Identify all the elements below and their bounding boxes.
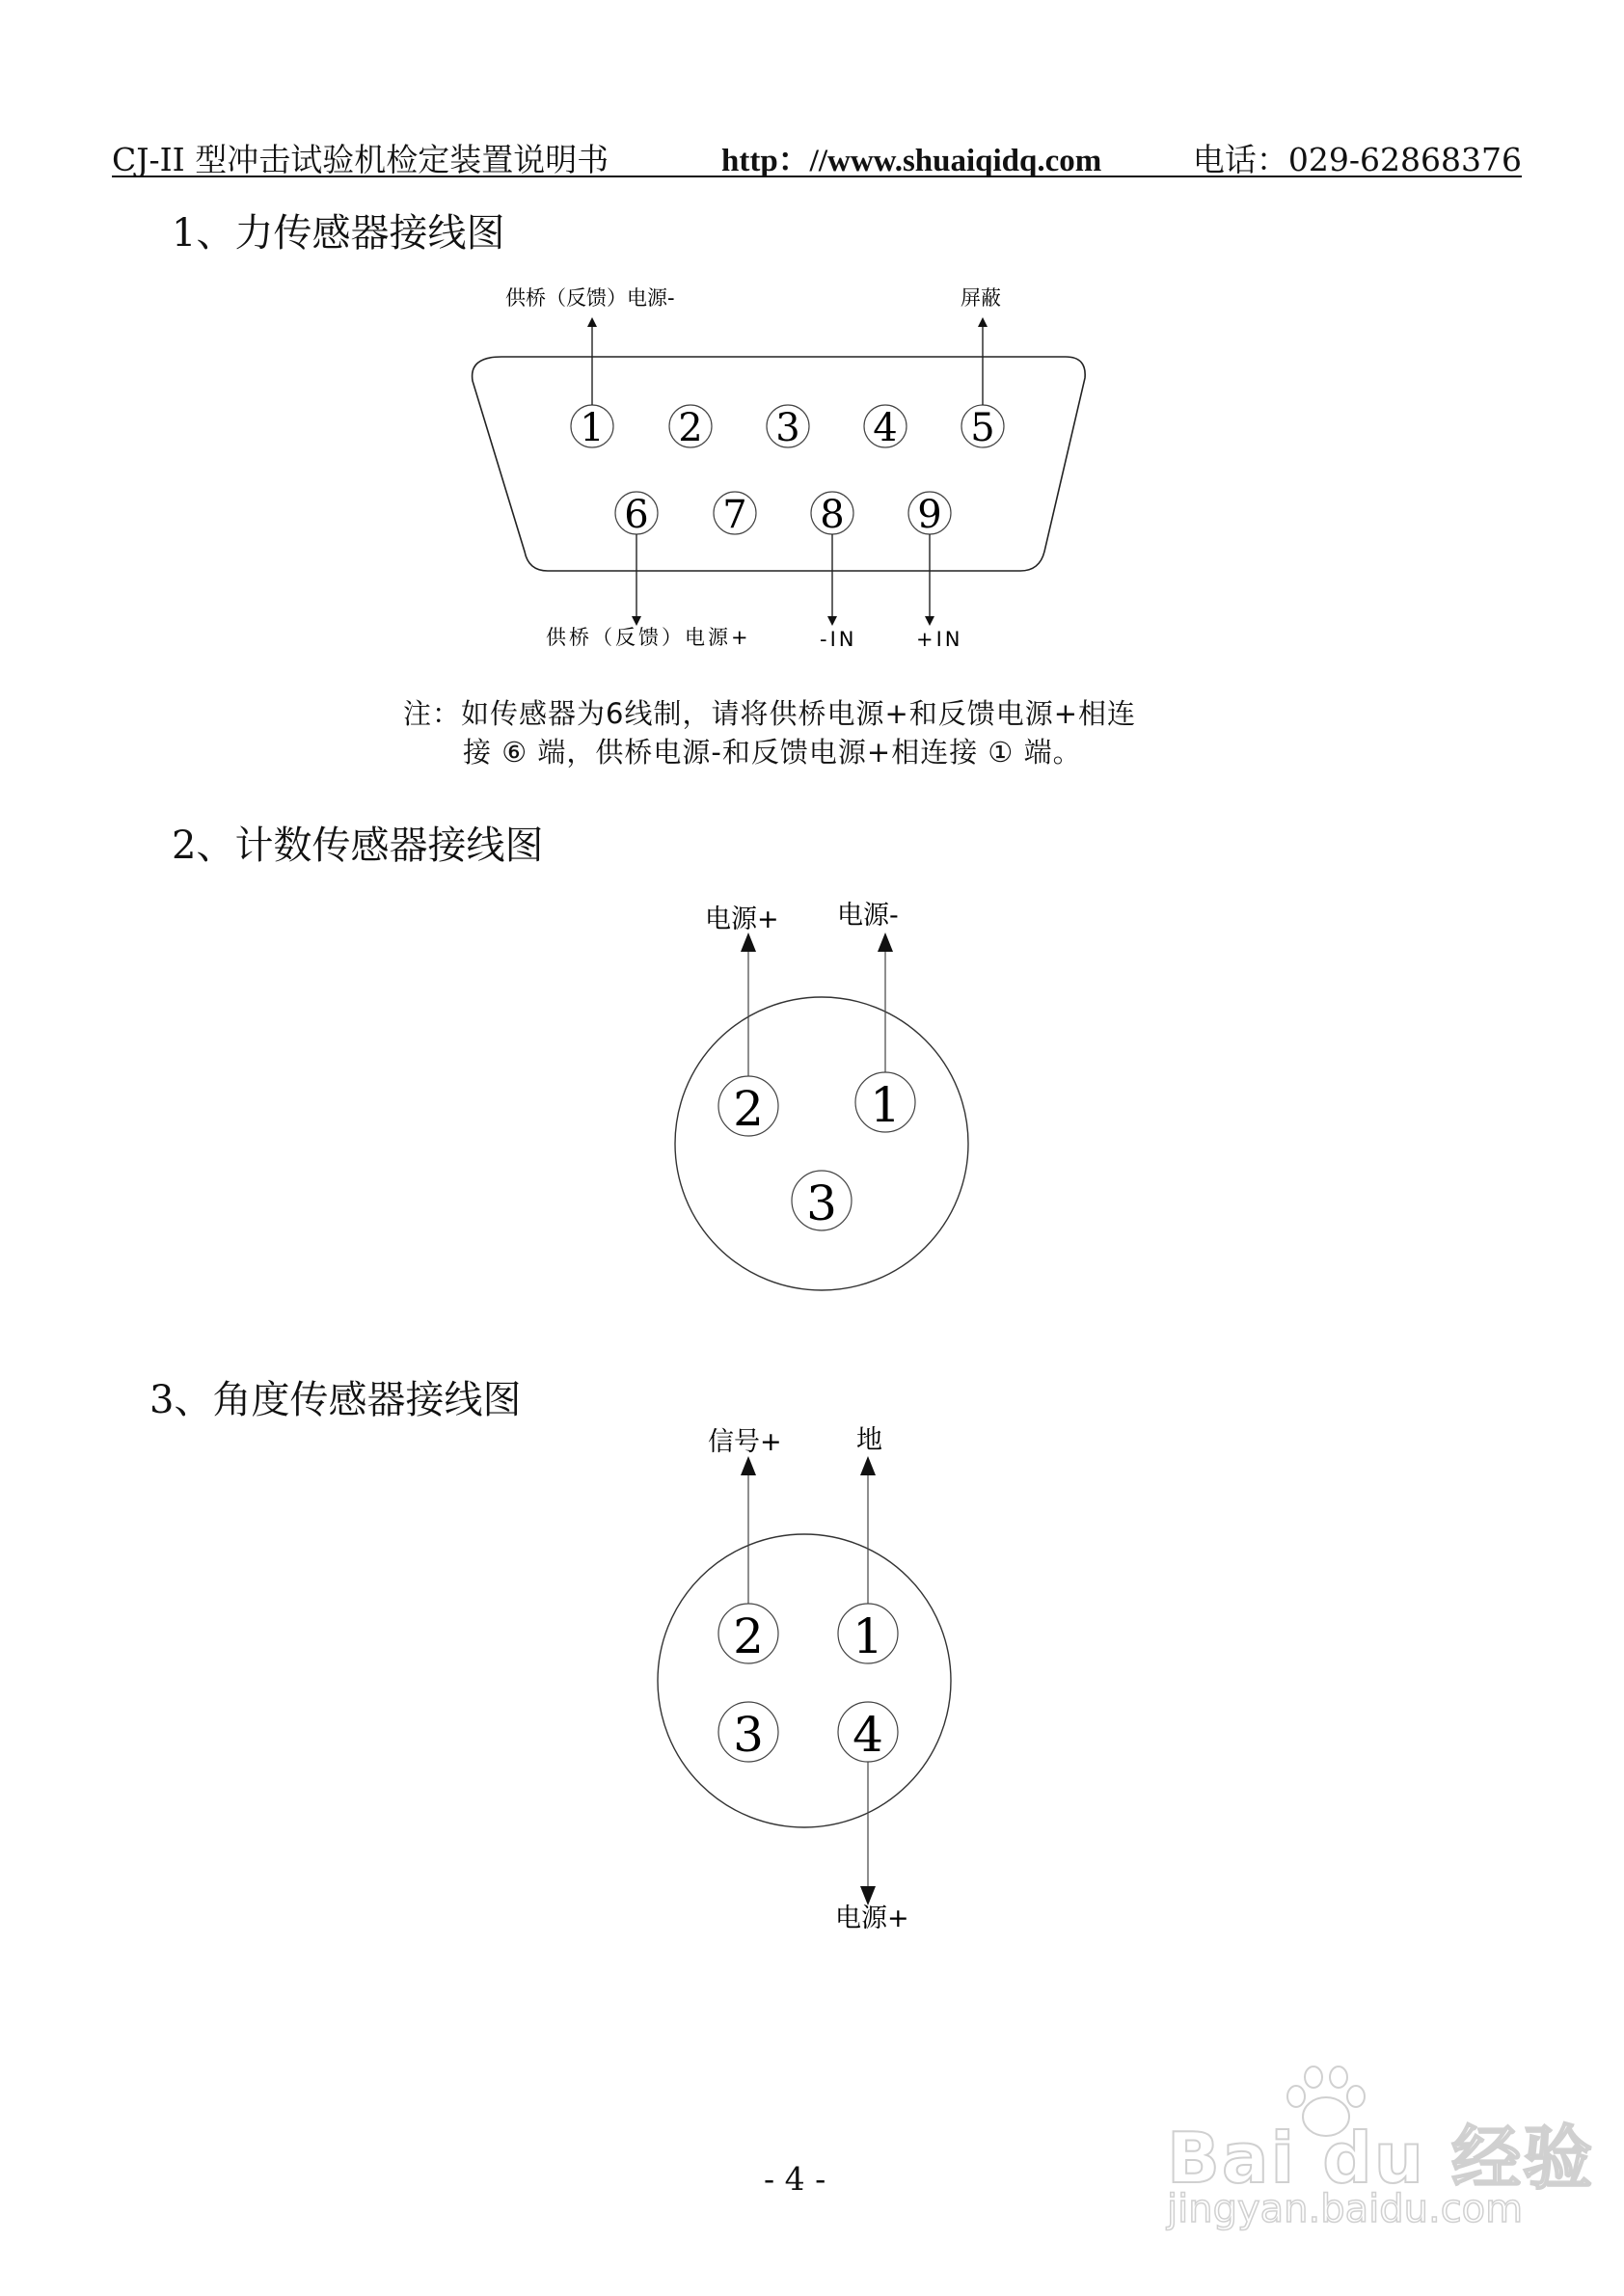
svg-text:1: 1 bbox=[853, 1608, 883, 1664]
watermark-brand: Bai du 经验 bbox=[1167, 2118, 1595, 2199]
label-angle-pin1: 地 bbox=[856, 1425, 882, 1455]
counter-pin-3 bbox=[792, 1171, 852, 1231]
angle-pin-2 bbox=[718, 1604, 778, 1664]
db9-pin-3 bbox=[767, 405, 809, 450]
note-line-1: 注：如传感器为6线制，请将供桥电源+和反馈电源+相连 bbox=[403, 697, 1137, 730]
angle-pin-4 bbox=[838, 1702, 898, 1763]
db9-pin-6 bbox=[615, 492, 658, 537]
angle-pin-3 bbox=[718, 1702, 778, 1763]
db9-pin-2 bbox=[669, 405, 712, 450]
svg-text:2: 2 bbox=[733, 1081, 764, 1137]
svg-text:8: 8 bbox=[820, 493, 845, 537]
label-pin6: 供桥（反馈）电源+ bbox=[546, 626, 751, 649]
header-phone: 电话：029-62868376 bbox=[1192, 141, 1522, 178]
svg-text:3: 3 bbox=[806, 1175, 837, 1231]
svg-text:6: 6 bbox=[624, 493, 649, 537]
section2-title: 2、计数传感器接线图 bbox=[172, 824, 544, 868]
counter-connector bbox=[675, 901, 968, 1290]
counter-pin-1 bbox=[855, 1072, 915, 1133]
label-counter-pin2: 电源+ bbox=[705, 905, 779, 934]
section3-title: 3、角度传感器接线图 bbox=[149, 1378, 522, 1422]
wiring-note bbox=[403, 694, 1271, 771]
svg-text:2: 2 bbox=[733, 1608, 764, 1664]
svg-text:3: 3 bbox=[775, 406, 800, 450]
svg-text:3: 3 bbox=[733, 1707, 764, 1763]
label-pin1: 供桥（反馈）电源- bbox=[505, 286, 675, 310]
svg-text:1: 1 bbox=[580, 406, 605, 450]
label-angle-pin4: 电源+ bbox=[835, 1904, 909, 1933]
angle-connector bbox=[658, 1425, 951, 1933]
db9-connector bbox=[473, 286, 1086, 651]
db9-pin-1 bbox=[571, 405, 613, 450]
svg-text:5: 5 bbox=[970, 406, 995, 450]
baidu-watermark bbox=[1138, 2064, 1595, 2256]
db9-pin-7 bbox=[714, 492, 756, 537]
svg-text:1: 1 bbox=[870, 1077, 901, 1133]
db9-pin-8 bbox=[811, 492, 853, 537]
svg-text:9: 9 bbox=[917, 493, 942, 537]
db9-pin-4 bbox=[864, 405, 907, 450]
svg-text:2: 2 bbox=[678, 406, 703, 450]
section1-title: 1、力传感器接线图 bbox=[172, 211, 505, 256]
angle-pin-1 bbox=[838, 1604, 898, 1664]
label-pin8: -IN bbox=[820, 628, 857, 651]
db9-pin-5 bbox=[961, 405, 1004, 450]
note-line-2: 接 ⑥ 端，供桥电源-和反馈电源+相连接 ① 端。 bbox=[463, 736, 1082, 769]
label-counter-pin1: 电源- bbox=[837, 901, 899, 931]
watermark-url: jingyan.baidu.com bbox=[1167, 2187, 1524, 2231]
counter-pin-2 bbox=[718, 1076, 778, 1137]
svg-text:4: 4 bbox=[873, 406, 898, 450]
header-url: http：//www.shuaiqidq.com bbox=[721, 144, 1102, 178]
page-number: - 4 - bbox=[764, 2160, 826, 2198]
label-pin5: 屏蔽 bbox=[961, 286, 1001, 310]
label-angle-pin2: 信号+ bbox=[708, 1427, 782, 1457]
manual-title: CJ-II 型冲击试验机检定装置说明书 bbox=[112, 141, 609, 178]
svg-text:7: 7 bbox=[722, 493, 747, 537]
db9-pin-9 bbox=[908, 492, 951, 537]
label-pin9: +IN bbox=[916, 628, 963, 651]
svg-text:4: 4 bbox=[853, 1707, 883, 1763]
